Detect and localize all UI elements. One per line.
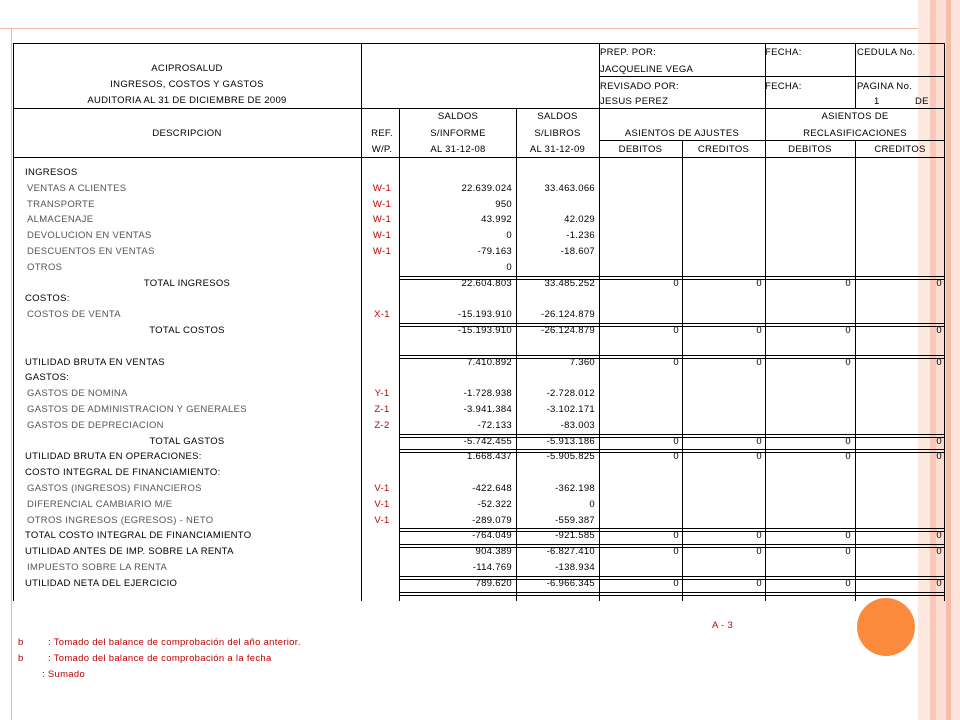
row-saldo-2009: -26.124.879 bbox=[540, 309, 595, 321]
row-description: GASTOS DE NOMINA bbox=[27, 388, 128, 400]
col-creditos-1: CREDITOS bbox=[697, 144, 750, 155]
prep-label: PREP. POR: bbox=[600, 47, 657, 58]
row-debito-ajuste: 0 bbox=[673, 356, 679, 368]
grid-v-fecha bbox=[765, 43, 766, 601]
note-3-text: : Sumado bbox=[42, 669, 86, 680]
row-saldo-2009: -3.102.171 bbox=[546, 404, 595, 415]
row-description: TOTAL INGRESOS bbox=[143, 277, 231, 289]
row-saldo-2009: -83.003 bbox=[560, 419, 595, 431]
col-ref-top: REF. bbox=[371, 128, 393, 139]
row-saldo-2008: 7.410.892 bbox=[467, 356, 512, 368]
row-saldo-2008: 950 bbox=[495, 198, 512, 210]
row-debito-ajuste: 0 bbox=[673, 577, 679, 589]
row-debito-ajuste: 0 bbox=[673, 277, 679, 289]
row-saldo-2008: -79.163 bbox=[477, 246, 512, 257]
total-underline bbox=[400, 434, 945, 438]
row-ref: W-1 bbox=[372, 246, 392, 257]
row-ref: X-1 bbox=[374, 309, 390, 321]
row-saldo-2009: 7.360 bbox=[569, 356, 595, 368]
row-saldo-2008: -764.049 bbox=[472, 530, 512, 542]
row-saldo-2008: -72.133 bbox=[477, 419, 512, 431]
row-description: DIFERENCIAL CAMBIARIO M/E bbox=[27, 498, 173, 510]
row-description: TOTAL COSTO INTEGRAL DE FINANCIAMIENTO bbox=[25, 530, 252, 542]
pagina-value: 1 bbox=[874, 96, 880, 107]
rev-label: REVISADO POR: bbox=[600, 81, 679, 92]
row-debito-reclas: 0 bbox=[845, 277, 851, 289]
row-saldo-2008: -114.769 bbox=[472, 562, 512, 573]
row-credito-reclas: 0 bbox=[936, 530, 942, 542]
page-reference: A - 3 bbox=[712, 620, 734, 631]
final-double-underline bbox=[400, 592, 945, 596]
row-saldo-2009: -5.913.186 bbox=[546, 435, 595, 447]
row-credito-reclas: 0 bbox=[936, 546, 942, 558]
col-al-08: AL 31-12-08 bbox=[430, 144, 486, 155]
row-debito-ajuste: 0 bbox=[673, 451, 679, 463]
row-saldo-2008: -15.193.910 bbox=[457, 309, 512, 321]
row-ref: Z-1 bbox=[374, 404, 390, 415]
row-credito-ajuste: 0 bbox=[756, 546, 762, 558]
row-saldo-2008: 0 bbox=[506, 230, 512, 242]
row-description: TOTAL GASTOS bbox=[149, 435, 225, 447]
row-description: DESCUENTOS EN VENTAS bbox=[27, 246, 155, 257]
pagina-label: PAGINA No. bbox=[857, 81, 913, 92]
grid-left bbox=[13, 43, 14, 601]
row-saldo-2008: -422.648 bbox=[472, 483, 512, 494]
col-creditos-2: CREDITOS bbox=[874, 144, 926, 155]
row-debito-ajuste: 0 bbox=[673, 546, 679, 558]
note-2-mark: b bbox=[18, 653, 24, 664]
total-underline bbox=[400, 576, 945, 580]
row-saldo-2009: -559.387 bbox=[555, 514, 595, 526]
row-saldo-2008: 789.620 bbox=[475, 577, 512, 589]
row-saldo-2008: -52.322 bbox=[477, 498, 512, 510]
col-ajustes: ASIENTOS DE AJUSTES bbox=[624, 128, 740, 139]
row-description: OTROS INGRESOS (EGRESOS) - NETO bbox=[27, 514, 214, 526]
row-credito-reclas: 0 bbox=[936, 277, 942, 289]
row-saldo-2009: -921.585 bbox=[555, 530, 595, 542]
row-saldo-2009: -5.905.825 bbox=[546, 451, 595, 463]
row-saldo-2008: -289.079 bbox=[472, 514, 512, 526]
total-underline bbox=[400, 544, 945, 548]
grid-header-bottom bbox=[13, 108, 945, 109]
right-stripe-5 bbox=[951, 0, 960, 720]
row-description: TOTAL COSTOS bbox=[149, 325, 225, 336]
note-2-text: : Tomado del balance de comprobación a la fecha bbox=[48, 653, 272, 664]
cedula-label: CEDULA No. bbox=[857, 47, 916, 58]
row-description: GASTOS DE ADMINISTRACION Y GENERALES bbox=[27, 404, 247, 415]
row-saldo-2009: -26.124.879 bbox=[540, 325, 595, 336]
row-saldo-2008: 1.668.437 bbox=[467, 451, 512, 463]
col-saldos-2: SALDOS bbox=[537, 111, 578, 122]
row-credito-ajuste: 0 bbox=[756, 356, 762, 368]
row-debito-reclas: 0 bbox=[845, 451, 851, 463]
row-description: UTILIDAD BRUTA EN OPERACIONES: bbox=[25, 451, 202, 463]
col-debitos-1: DEBITOS bbox=[618, 144, 663, 155]
frame-left-line bbox=[11, 28, 12, 720]
row-ref: W-1 bbox=[372, 198, 392, 210]
grid-right bbox=[944, 43, 945, 601]
grid-v-libros bbox=[599, 43, 600, 601]
row-description: COSTOS: bbox=[25, 293, 70, 305]
row-description: COSTOS DE VENTA bbox=[27, 309, 121, 321]
row-saldo-2008: -1.728.938 bbox=[463, 388, 512, 400]
col-s-libros: S/LIBROS bbox=[534, 128, 581, 139]
row-ref: V-1 bbox=[374, 514, 390, 526]
row-description: COSTO INTEGRAL DE FINANCIAMIENTO: bbox=[25, 467, 221, 479]
row-saldo-2009: -18.607 bbox=[560, 246, 595, 257]
total-underline bbox=[400, 528, 945, 532]
row-ref: V-1 bbox=[374, 498, 390, 510]
fecha-label-2: FECHA: bbox=[765, 81, 802, 92]
row-description: OTROS bbox=[27, 261, 63, 273]
rev-name: JESUS PEREZ bbox=[600, 96, 669, 107]
company-name: ACIPROSALUD bbox=[151, 63, 223, 74]
row-credito-ajuste: 0 bbox=[756, 530, 762, 542]
row-saldo-2009: 33.463.066 bbox=[544, 182, 595, 194]
audit-worksheet bbox=[13, 43, 945, 601]
row-saldo-2008: 43.992 bbox=[481, 214, 512, 226]
row-description: DEVOLUCION EN VENTAS bbox=[27, 230, 152, 242]
row-credito-reclas: 0 bbox=[936, 577, 942, 589]
note-1-mark: b bbox=[18, 637, 24, 648]
row-description: GASTOS DE DEPRECIACION bbox=[27, 419, 164, 431]
row-saldo-2009: -1.236 bbox=[566, 230, 595, 242]
row-debito-reclas: 0 bbox=[845, 577, 851, 589]
row-credito-reclas: 0 bbox=[936, 451, 942, 463]
pagina-de: DE bbox=[915, 96, 929, 107]
prep-name: JACQUELINE VEGA bbox=[600, 64, 694, 75]
row-saldo-2008: 904.389 bbox=[475, 546, 512, 558]
row-credito-ajuste: 0 bbox=[756, 435, 762, 447]
row-description: UTILIDAD BRUTA EN VENTAS bbox=[25, 356, 165, 368]
row-saldo-2008: -5.742.455 bbox=[463, 435, 512, 447]
row-saldo-2008: 22.639.024 bbox=[461, 182, 512, 194]
row-saldo-2009: -2.728.012 bbox=[546, 388, 595, 400]
row-credito-reclas: 0 bbox=[936, 435, 942, 447]
row-debito-reclas: 0 bbox=[845, 546, 851, 558]
row-description: UTILIDAD ANTES DE IMP. SOBRE LA RENTA bbox=[25, 546, 234, 558]
row-saldo-2009: 33.485.252 bbox=[544, 277, 595, 289]
row-credito-ajuste: 0 bbox=[756, 451, 762, 463]
row-saldo-2009: -6.966.345 bbox=[546, 577, 595, 589]
grid-prep-sep bbox=[599, 76, 945, 77]
total-underline bbox=[400, 449, 945, 453]
row-ref: Z-2 bbox=[374, 419, 390, 431]
col-reclas-bottom: RECLASIFICACIONES bbox=[803, 128, 907, 139]
total-underline bbox=[400, 276, 945, 280]
total-underline bbox=[400, 355, 945, 359]
row-saldo-2008: 0 bbox=[506, 261, 512, 273]
col-debitos-2: DEBITOS bbox=[788, 144, 832, 155]
row-saldo-2008: 22.604.803 bbox=[461, 277, 512, 289]
row-description: UTILIDAD NETA DEL EJERCICIO bbox=[25, 577, 178, 589]
row-saldo-2009: -138.934 bbox=[555, 562, 595, 573]
grid-ajustes-sep bbox=[599, 140, 945, 141]
row-ref: V-1 bbox=[374, 483, 390, 494]
row-debito-reclas: 0 bbox=[845, 530, 851, 542]
row-ref: W-1 bbox=[372, 182, 392, 194]
row-saldo-2009: 0 bbox=[589, 498, 595, 510]
row-credito-reclas: 0 bbox=[936, 325, 942, 336]
row-description: GASTOS: bbox=[25, 372, 70, 384]
grid-colhead-bottom bbox=[13, 157, 945, 158]
col-ref-bottom: W/P. bbox=[371, 144, 393, 155]
col-saldos-1: SALDOS bbox=[437, 111, 479, 122]
frame-top-line bbox=[0, 28, 918, 29]
row-debito-ajuste: 0 bbox=[673, 325, 679, 336]
row-description: TRANSPORTE bbox=[27, 198, 95, 210]
row-debito-ajuste: 0 bbox=[673, 530, 679, 542]
row-ref: Y-1 bbox=[374, 388, 390, 400]
row-saldo-2009: 42.029 bbox=[564, 214, 595, 226]
col-al-09: AL 31-12-09 bbox=[529, 144, 586, 155]
note-1-text: : Tomado del balance de comprobación del año anterior. bbox=[48, 637, 301, 648]
orange-circle bbox=[857, 598, 915, 656]
col-descripcion: DESCRIPCION bbox=[152, 128, 222, 139]
row-description: IMPUESTO SOBRE LA RENTA bbox=[27, 562, 168, 573]
report-subtitle: INGRESOS, COSTOS Y GASTOS bbox=[110, 79, 264, 90]
row-debito-reclas: 0 bbox=[845, 435, 851, 447]
total-underline bbox=[400, 323, 945, 327]
grid-v-desc bbox=[361, 43, 362, 601]
row-saldo-2009: -6.827.410 bbox=[546, 546, 595, 558]
row-debito-ajuste: 0 bbox=[673, 435, 679, 447]
fecha-label-1: FECHA: bbox=[765, 47, 802, 58]
col-reclas-top: ASIENTOS DE bbox=[821, 111, 889, 122]
row-description: GASTOS (INGRESOS) FINANCIEROS bbox=[27, 483, 202, 494]
row-saldo-2008: -15.193.910 bbox=[457, 325, 512, 336]
row-description: VENTAS A CLIENTES bbox=[27, 182, 127, 194]
row-credito-ajuste: 0 bbox=[756, 277, 762, 289]
grid-top bbox=[13, 43, 945, 44]
row-credito-ajuste: 0 bbox=[756, 577, 762, 589]
row-description: INGRESOS bbox=[25, 167, 78, 178]
row-saldo-2008: -3.941.384 bbox=[463, 404, 512, 415]
row-ref: W-1 bbox=[372, 214, 392, 226]
row-debito-reclas: 0 bbox=[845, 356, 851, 368]
row-credito-ajuste: 0 bbox=[756, 325, 762, 336]
row-description: ALMACENAJE bbox=[27, 214, 94, 226]
row-ref: W-1 bbox=[372, 230, 392, 242]
row-saldo-2009: -362.198 bbox=[555, 483, 595, 494]
report-period: AUDITORIA AL 31 DE DICIEMBRE DE 2009 bbox=[87, 95, 287, 106]
grid-v-cedula bbox=[855, 43, 856, 108]
col-s-informe: S/INFORME bbox=[430, 128, 486, 139]
row-debito-reclas: 0 bbox=[845, 325, 851, 336]
row-credito-reclas: 0 bbox=[936, 356, 942, 368]
